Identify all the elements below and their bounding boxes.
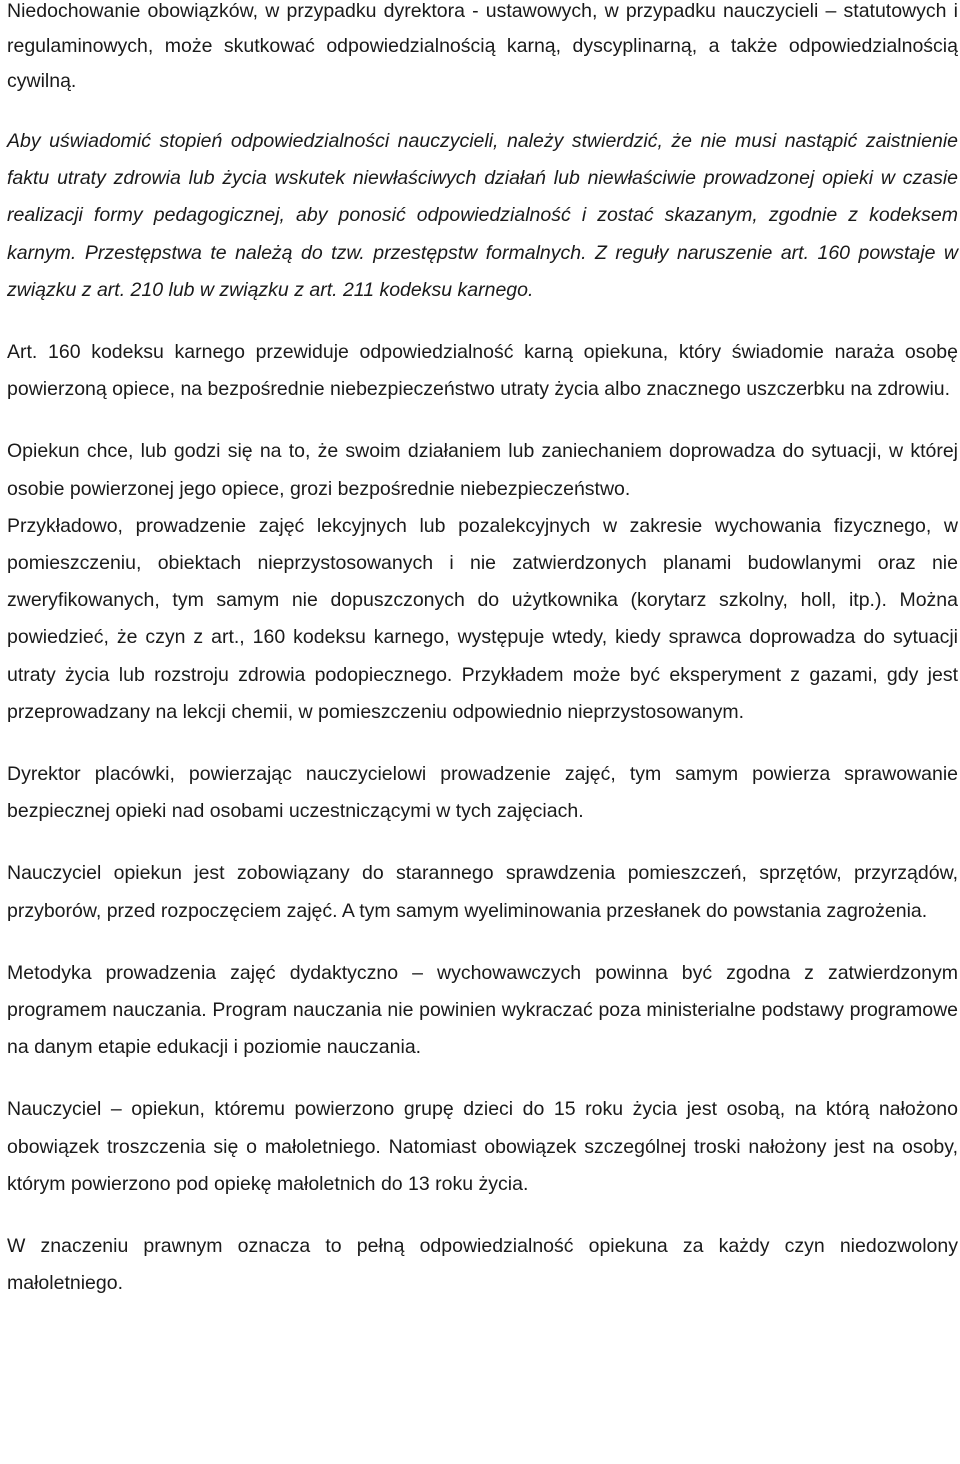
document-page <box>7 0 958 1302</box>
paragraph-7: Nauczyciel opiekun jest zobowiązany do starannego sprawdzenia pomieszczeń, sprzętów, przyrządów, przyborów, przed rozpoczęciem zajęć. A tym samym wyeliminowania przesłanek do powstania zagrożenia. <box>7 862 958 922</box>
paragraph-6: Dyrektor placówki, powierzając nauczycielowi prowadzenie zajęć, tym samym powierza sprawowanie bezpiecznej opieki nad osobami uczestniczącymi w tych zajęciach. <box>7 763 958 823</box>
paragraph-9: Nauczyciel – opiekun, któremu powierzono grupę dzieci do 15 roku życia jest osobą, na którą nałożono obowiązek troszczenia się o małoletniego. Natomiast obowiązek szczególnej troski nałożony jest na osoby, którym powierzono pod opiekę małoletnich do 13 roku życia. <box>7 1098 958 1195</box>
paragraph-1: Niedochowanie obowiązków, w przypadku dyrektora - ustawowych, w przypadku nauczycieli – statutowych i regulaminowych, może skutkować odpowiedzialnością karną, dyscyplinarną, a także odpowiedzialnością cywilną. <box>7 0 958 92</box>
paragraph-3: Art. 160 kodeksu karnego przewiduje odpowiedzialność karną opiekuna, który świadomie naraża osobę powierzoną opiece, na bezpośrednie niebezpieczeństwo utraty życia albo znacznego uszczerbku na zdrowiu. <box>7 341 958 401</box>
paragraph-2: Aby uświadomić stopień odpowiedzialności nauczycieli, należy stwierdzić, że nie musi nastąpić zaistnienie faktu utraty zdrowia lub życia wskutek niewłaściwych działań lub niewłaściwie prowadzonej opieki w czasie realizacji formy pedagogicznej, aby ponosić odpowiedzialność i zostać skazanym, zgodnie z kodeksem karnym. Przestępstwa te należą do tzw. przestępstw formalnych. Z reguły naruszenie art. 160 powstaje w związku z art. 210 lub w związku z art. 211 kodeksu karnego. <box>7 130 958 301</box>
paragraph-10: W znaczeniu prawnym oznacza to pełną odpowiedzialność opiekuna za każdy czyn niedozwolony małoletniego. <box>7 1235 958 1295</box>
paragraph-8: Metodyka prowadzenia zajęć dydaktyczno – wychowawczych powinna być zgodna z zatwierdzonym programem nauczania. Program nauczania nie powinien wykraczać poza ministerialne podstawy programowe na danym etapie edukacji i poziomie nauczania. <box>7 961 958 1059</box>
paragraph-5: Przykładowo, prowadzenie zajęć lekcyjnych lub pozalekcyjnych w zakresie wychowania fizycznego, w pomieszczeniu, obiektach nieprzystosowanych i nie zatwierdzonych planami budowlanymi oraz nie zweryfikowanych, tym samym nie dopuszczonych do użytkownika (korytarz szkolny, holl, itp.). Można powiedzieć, że czyn z art., 160 kodeksu karnego, występuje wtedy, kiedy sprawca doprowadza do sytuacji utraty życia lub rozstroju zdrowia podopiecznego. Przykładem może być eksperyment z gazami, gdy jest przeprowadzany na lekcji chemii, w pomieszczeniu odpowiednio nieprzystosowanym. <box>7 514 958 723</box>
paragraph-4: Opiekun chce, lub godzi się na to, że swoim działaniem lub zaniechaniem doprowadza do sytuacji, w której osobie powierzonej jego opiece, grozi bezpośrednie niebezpieczeństwo. <box>7 440 958 500</box>
